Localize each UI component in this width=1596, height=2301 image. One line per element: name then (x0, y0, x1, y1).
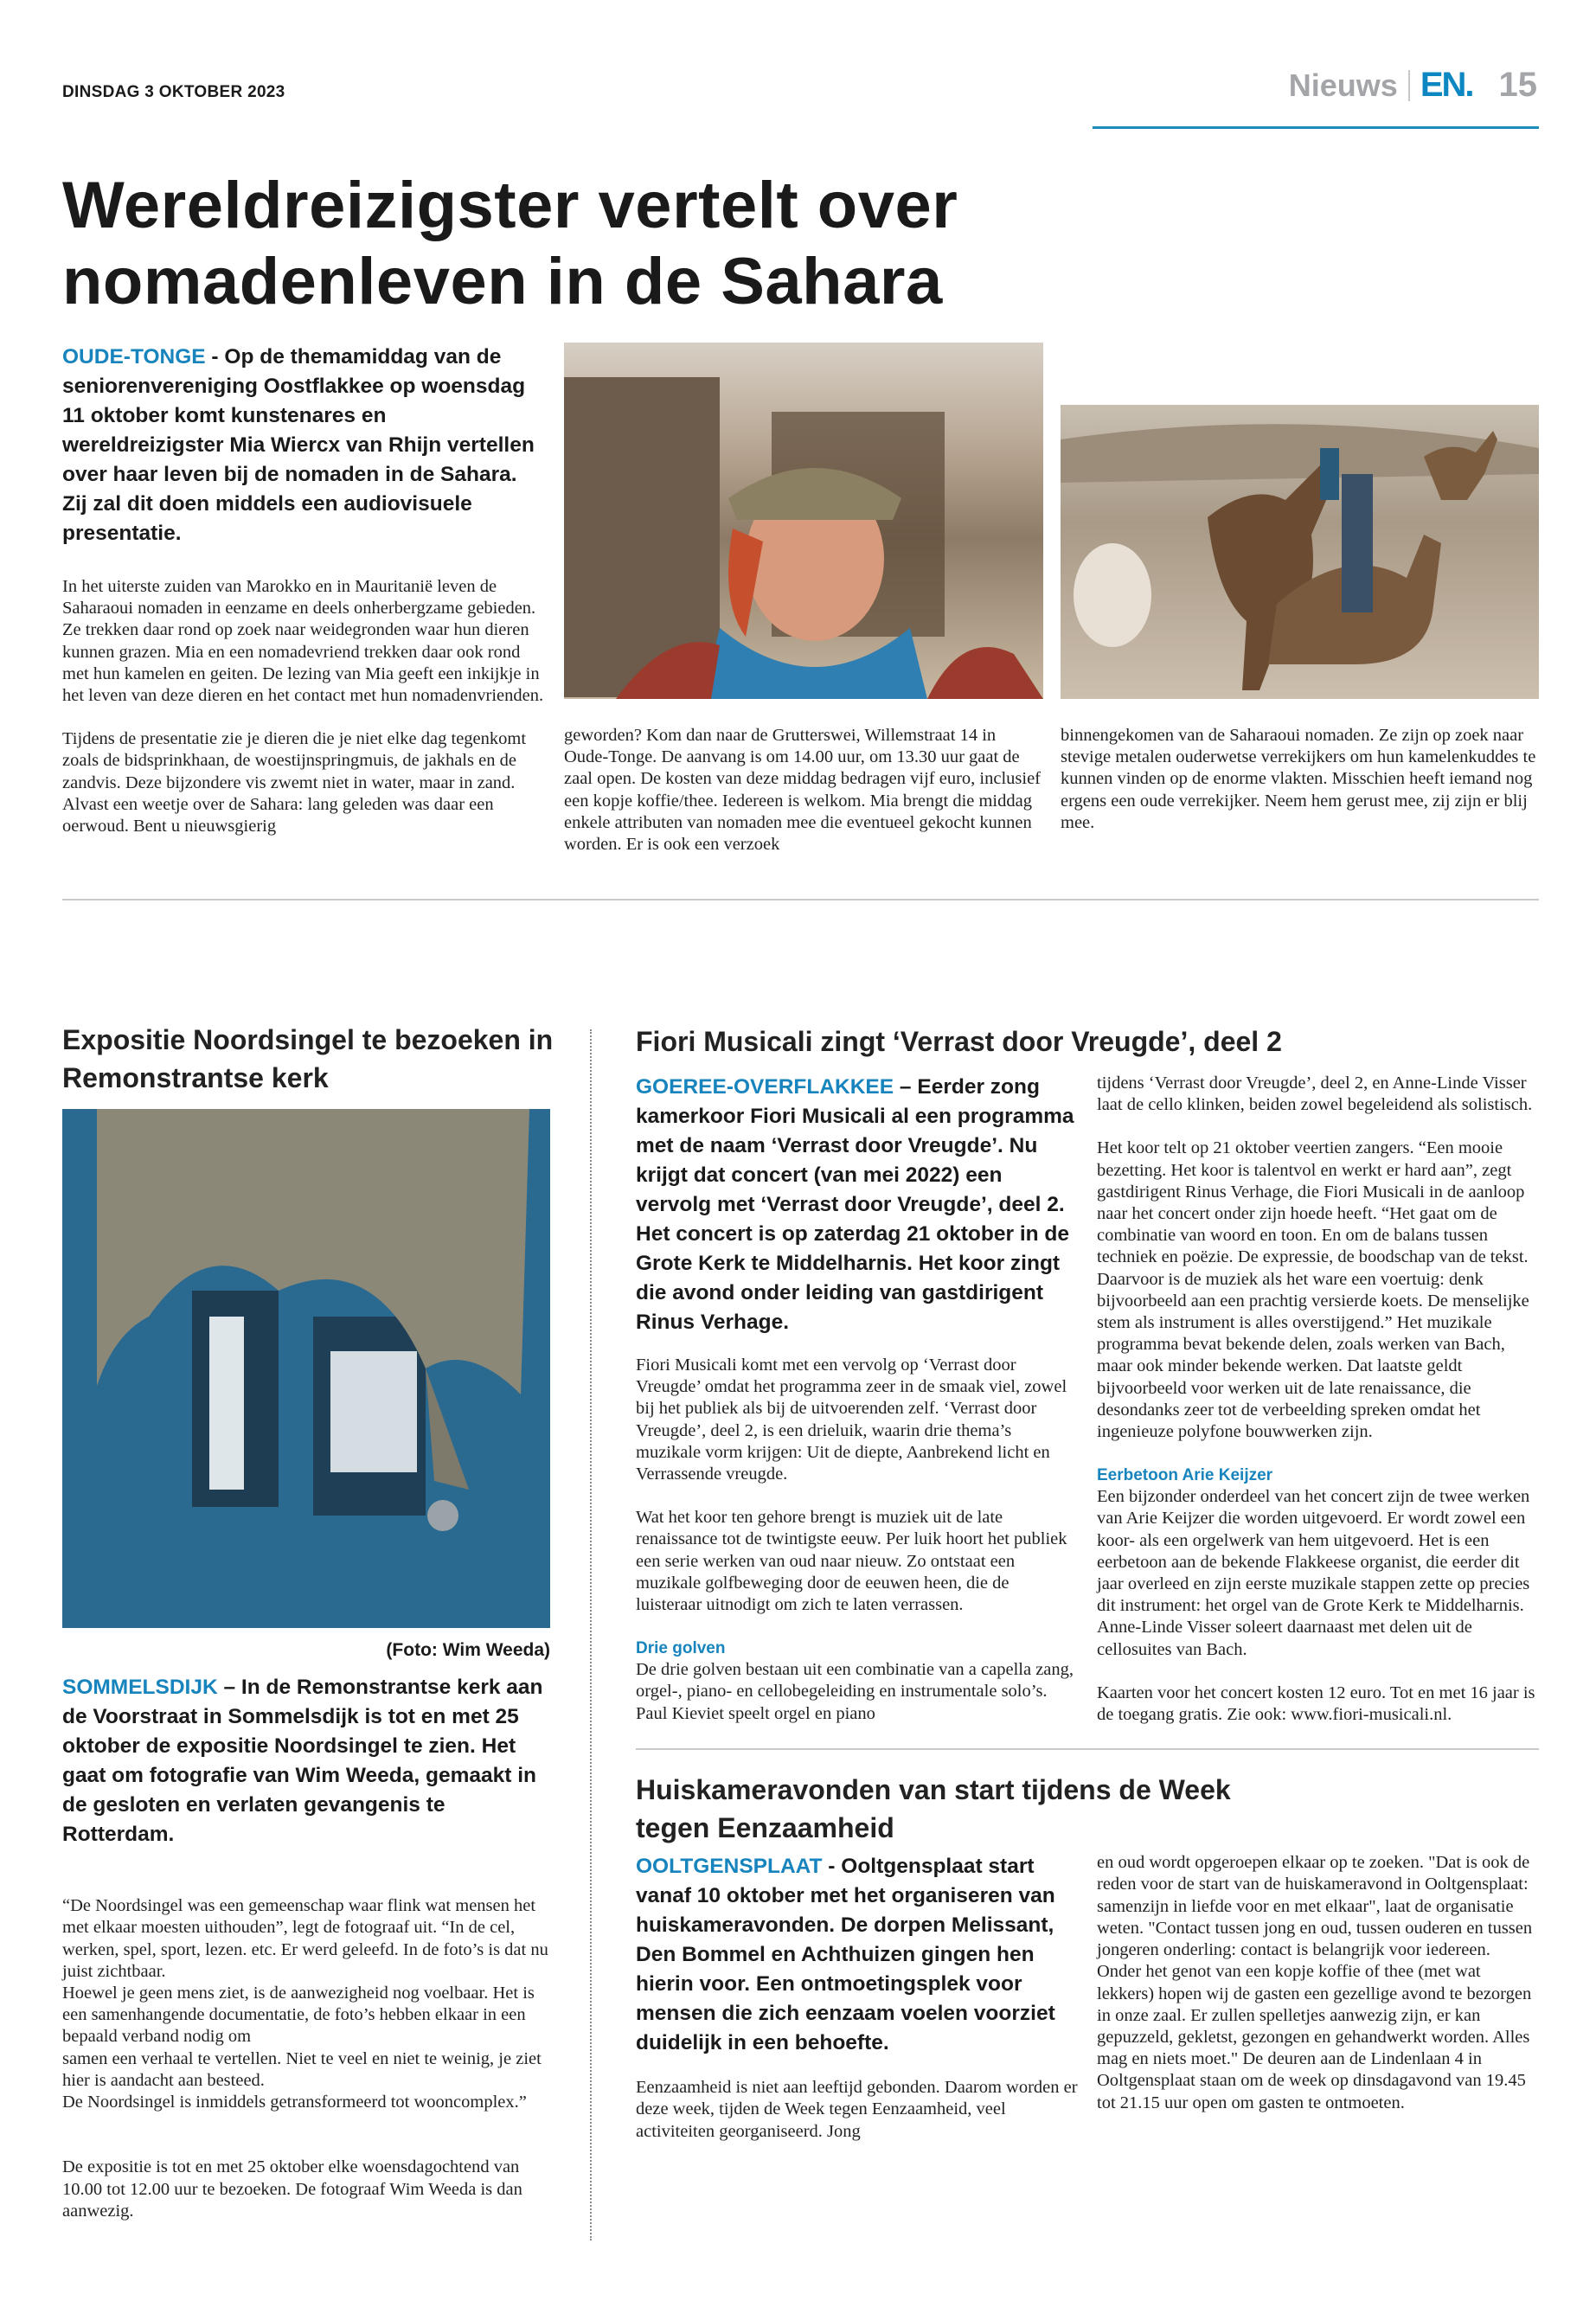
right-side (636, 1022, 1539, 2143)
article1-right-column (1061, 405, 1539, 834)
photo-camels (1061, 405, 1539, 699)
paragraph: tijdens ‘Verrast door Vreugde’, deel 2, en Anne-Linde Visser laat de cello klinken, beiden zowel begeleidend als solistisch. (1097, 1074, 1533, 1115)
article1-title: Wereldreizigster vertelt over nomadenleven in de Sahara (62, 169, 958, 318)
article4-col2: en oud wordt opgeroepen elkaar op te zoeken. "Dat is ook de reden voor de start van de huiskameravond in Ooltgensplaat: samenzijn in liefde voor en met elkaar", laat de organisatie weten. "Contact tussen jong en oud, tussen ouderen en tussen jongeren onderling: contact is belangrijk voor iedereen. Onder het genot van een kopje koffie of thee (met wat lekkers) hopen wij de gasten een gezellige avond te bezorgen in onze zaal. Er zullen spelletjes aanwezig zijn, er kan gepuzzeld, gekletst, gezongen en gehandwerkt worden. Alles mag en niets moet." De deuren aan de Lindenlaan 4 in Ooltgensplaat staan om de week op dinsdagavond van 19.45 tot 21.15 uur open om gasten te ontmoeten. (1097, 1853, 1533, 2112)
article4-lead (636, 1852, 1078, 2058)
article4-columns (636, 1852, 1539, 2143)
photo-caption: (Foto: Wim Weeda) (386, 1640, 550, 1660)
photo-woman-selfie (564, 343, 1043, 699)
header-separator (1408, 70, 1410, 101)
article3-col1 (636, 1355, 1078, 1725)
paragraph: De expositie is tot en met 25 oktober elke woensdagochtend van 10.00 tot 12.00 uur te bezoeken. De fotograaf Wim Weeda is dan aanwezig. (62, 2157, 522, 2221)
article1-middle-column (564, 343, 1043, 856)
article2-title: Expositie Noordsingel te bezoeken in Remonstrantse kerk (62, 1024, 554, 1093)
article2-body (62, 1874, 555, 2244)
article3-left-column (636, 1073, 1078, 1725)
section-label: Nieuws (1288, 67, 1398, 103)
article1 (62, 168, 1539, 901)
article4-title: Huiskameravonden van start tijdens de Week tegen Eenzaamheid (636, 1774, 1231, 1844)
page-number: 15 (1498, 66, 1537, 104)
page-header (1289, 66, 1537, 105)
article3-col2 (1097, 1073, 1539, 1726)
header-rule (1093, 126, 1539, 129)
article1-lead (62, 343, 547, 548)
article1-col1 (62, 576, 547, 837)
article2-lead (62, 1673, 555, 1849)
dateline: OOLTGENSPLAAT (636, 1855, 823, 1879)
article1-col2: geworden? Kom dan naar de Grutterswei, Willemstraat 14 in Oude-Tonge. De aanvang is om 14.00 uur, om 13.30 uur gaat de zaal open. De kosten van deze middag bedragen vijf euro, inclusief een kopje koffie/thee. Iedereen is welkom. Mia brengt die middag enkele attributen van nomaden mee die eventueel gekocht kunnen worden. Er is ook een verzoek (564, 726, 1042, 855)
section-divider (62, 899, 1539, 901)
lead-text: – Eerder zong kamerkoor Fiori Musicali al een programma met de naam ‘Verrast door Vreugde’. Nu krijgt dat concert (van mei 2022) een vervolg met ‘Verrast door Vreugde’, deel 2. Het concert is op zaterdag 21 oktober in de Grote Kerk te Middelharnis. Het koor zingt die avond onder leiding van gastdirigent Rinus Verhage. (636, 1075, 1074, 1334)
paragraph: Fiori Musicali komt met een vervolg op ‘Verrast door Vreugde’ omdat het programma zeer in de smaak viel, zowel bij het publiek als bij de uitvoerenden zelf. ‘Verrast door Vreugde’, deel 2, is een drieluik, waarin drie thema’s muzikale vorm krijgen: Uit de diepte, Aanbrekend licht en Verrassende vreugde. (636, 1356, 1067, 1484)
subheading: Drie golven (636, 1639, 726, 1658)
dateline: SOMMELSDIJK (62, 1676, 218, 1699)
article3-columns (636, 1073, 1539, 1726)
photo-prison-window (62, 1109, 550, 1628)
article4-left-column (636, 1852, 1078, 2143)
photo-prison-window-illustration (62, 1109, 550, 1628)
paragraph: Het koor telt op 21 oktober veertien zangers. “Een mooie bezetting. Het koor is talentvol en werkt er hard aan”, zegt gastdirigent Rinus Verhage, die Fiori Musicali in de aanloop naar het concert onder zijn hoede heeft. “Het gaat om de combinatie van woord en toon. En om de balans tussen techniek en poëzie. De expressie, de boodschap van de tekst. Daarvoor is de muziek als het ware een voertuig: denk bijvoorbeeld aan een prachtig versierde koets. De menselijke stem als instrument is alles overstijgend.” Het muzikale programma bevat bekende delen, zoals werken van Bach, maar ook minder bekende werken. Dat laatste geldt bijvoorbeeld voor werken uit de late renaissance, die desondanks zeer tot de verbeelding spreken omdat het ingenieuze polyfone bouwwerken zijn. (1097, 1138, 1529, 1442)
lead-text: - Ooltgensplaat start vanaf 10 oktober met het organiseren van huiskameravonden. De dorpen Melissant, Den Bommel en Achthuizen gingen hen hierin voor. Een ontmoetingsplek voor mensen die zich eenzaam voelen voorziet duidelijk in een behoefte. (636, 1855, 1055, 2055)
section-divider (636, 1748, 1539, 1750)
column-separator (590, 1029, 592, 2240)
paragraph: “De Noordsingel was een gemeenschap waar flink wat mensen het met elkaar moesten uithouden”, legt de fotograaf uit. “In de cel, werken, spel, sport, lezen. etc. Er werd geleefd. In de foto’s is dat nu juist zichtbaar. Hoewel je geen mens ziet, is de aanwezigheid nog voelbaar. Het is een samenhangende documentatie, de foto’s hebben elkaar in een bepaald verband nodig om samen een verhaal te vertellen. Niet te veel en niet te weinig, je ziet hier is aandacht aan besteed. De Noordsingel is inmiddels getransformeerd tot wooncomplex.” (62, 1896, 548, 2112)
photo-woman-selfie-illustration (564, 343, 1043, 699)
lead-text: - Op de themamiddag van de seniorenvereniging Oostflakkee op woensdag 11 oktober komt kunstenares en wereldreizigster Mia Wiercx van Rhijn vertellen over haar leven bij de nomaden in de Sahara. Zij zal dit doen middels een audiovisuele presentatie. (62, 345, 535, 545)
newspaper-logo: EN. (1420, 66, 1473, 104)
article2 (62, 1021, 555, 2244)
paragraph: De drie golven bestaan uit een combinatie van a capella zang, orgel-, piano- en cellobegeleiding en instrumentale solo’s. Paul Kieviet speelt orgel en piano (636, 1660, 1074, 1723)
article1-col3: binnengekomen van de Saharaoui nomaden. Ze zijn op zoek naar stevige metalen ouderwetse verrekijkers om hun kamelenkuddes te kunnen vinden op de enorme vlakten. Misschien heeft iemand nog ergens een oude verrekijker. Neem hem gerust mee, zij zijn er blij mee. (1061, 726, 1536, 832)
paragraph: Wat het koor ten gehore brengt is muziek uit de late renaissance tot de twintigste eeuw. Per luik hoort het publiek een serie werken van oud naar nieuw. Zo ontstaat een muzikale golfbeweging door de eeuwen heen, die de luisteraar uitnodigt om zich te laten verrassen. (636, 1508, 1067, 1615)
article1-columns (62, 343, 1539, 856)
paragraph: Kaarten voor het concert kosten 12 euro. Tot en met 16 jaar is de toegang gratis. Zie ook: www.fiori-musicali.nl. (1097, 1682, 1535, 1725)
paragraph: Tijdens de presentatie zie je dieren die je niet elke dag tegenkomt zoals de bidsprinkhaan, de woestijnspringmuis, de jakhals en de zandvis. Deze bijzondere vis zwemt niet in water, maar in zand. Alvast een weetje over de Sahara: lang geleden was daar een oerwoud. Bent u nieuwsgierig (62, 729, 527, 836)
paragraph: In het uiterste zuiden van Marokko en in Mauritanië leven de Saharaoui nomaden in eenzame en deels onherbergzame gebieden. Ze trekken daar rond op zoek naar weidegronden waar hun dieren kunnen grazen. Mia en een nomadevriend trekken daar ook rond met hun kamelen en geiten. De lezing van Mia geeft een inkijkje in het leven van deze dieren en het contact met hun nomadenvrienden. (62, 577, 544, 706)
article3-title: Fiori Musicali zingt ‘Verrast door Vreugde’, deel 2 (636, 1026, 1282, 1057)
article1-left-column (62, 343, 547, 837)
photo-camels-illustration (1061, 405, 1539, 699)
subheading: Eerbetoon Arie Keijzer (1097, 1466, 1273, 1485)
article3-lead (636, 1073, 1078, 1337)
article4-col1: Eenzaamheid is niet aan leeftijd gebonden. Daarom worden er deze week, tijden de Week tegen Eenzaamheid, veel activiteiten georganiseerd. Jong (636, 2078, 1078, 2141)
dateline: OUDE-TONGE (62, 345, 206, 369)
lead-text: – In de Remonstrantse kerk aan de Voorstraat in Sommelsdijk is tot en met 25 oktober de expositie Noordsingel te zien. Het gaat om fotografie van Wim Weeda, gemaakt in de gesloten en verlaten gevangenis te Rotterdam. (62, 1676, 543, 1846)
dateline: GOEREE-OVERFLAKKEE (636, 1075, 894, 1099)
paragraph: Een bijzonder onderdeel van het concert zijn de twee werken van Arie Keijzer die worden uitgevoerd. Er wordt zowel een koor- als een orgelwerk van hem uitgevoerd. Het is een eerbetoon aan de bekende Flakkeese organist, die eerder dit jaar overleed en zijn eerste muzikale stappen zette op precies dit instrument: het orgel van de Grote Kerk te Middelharnis. Anne-Linde Visser soleert daarnaast met delen uit de cellosuites van Bach. (1097, 1487, 1530, 1659)
issue-date: DINSDAG 3 OKTOBER 2023 (62, 83, 285, 101)
